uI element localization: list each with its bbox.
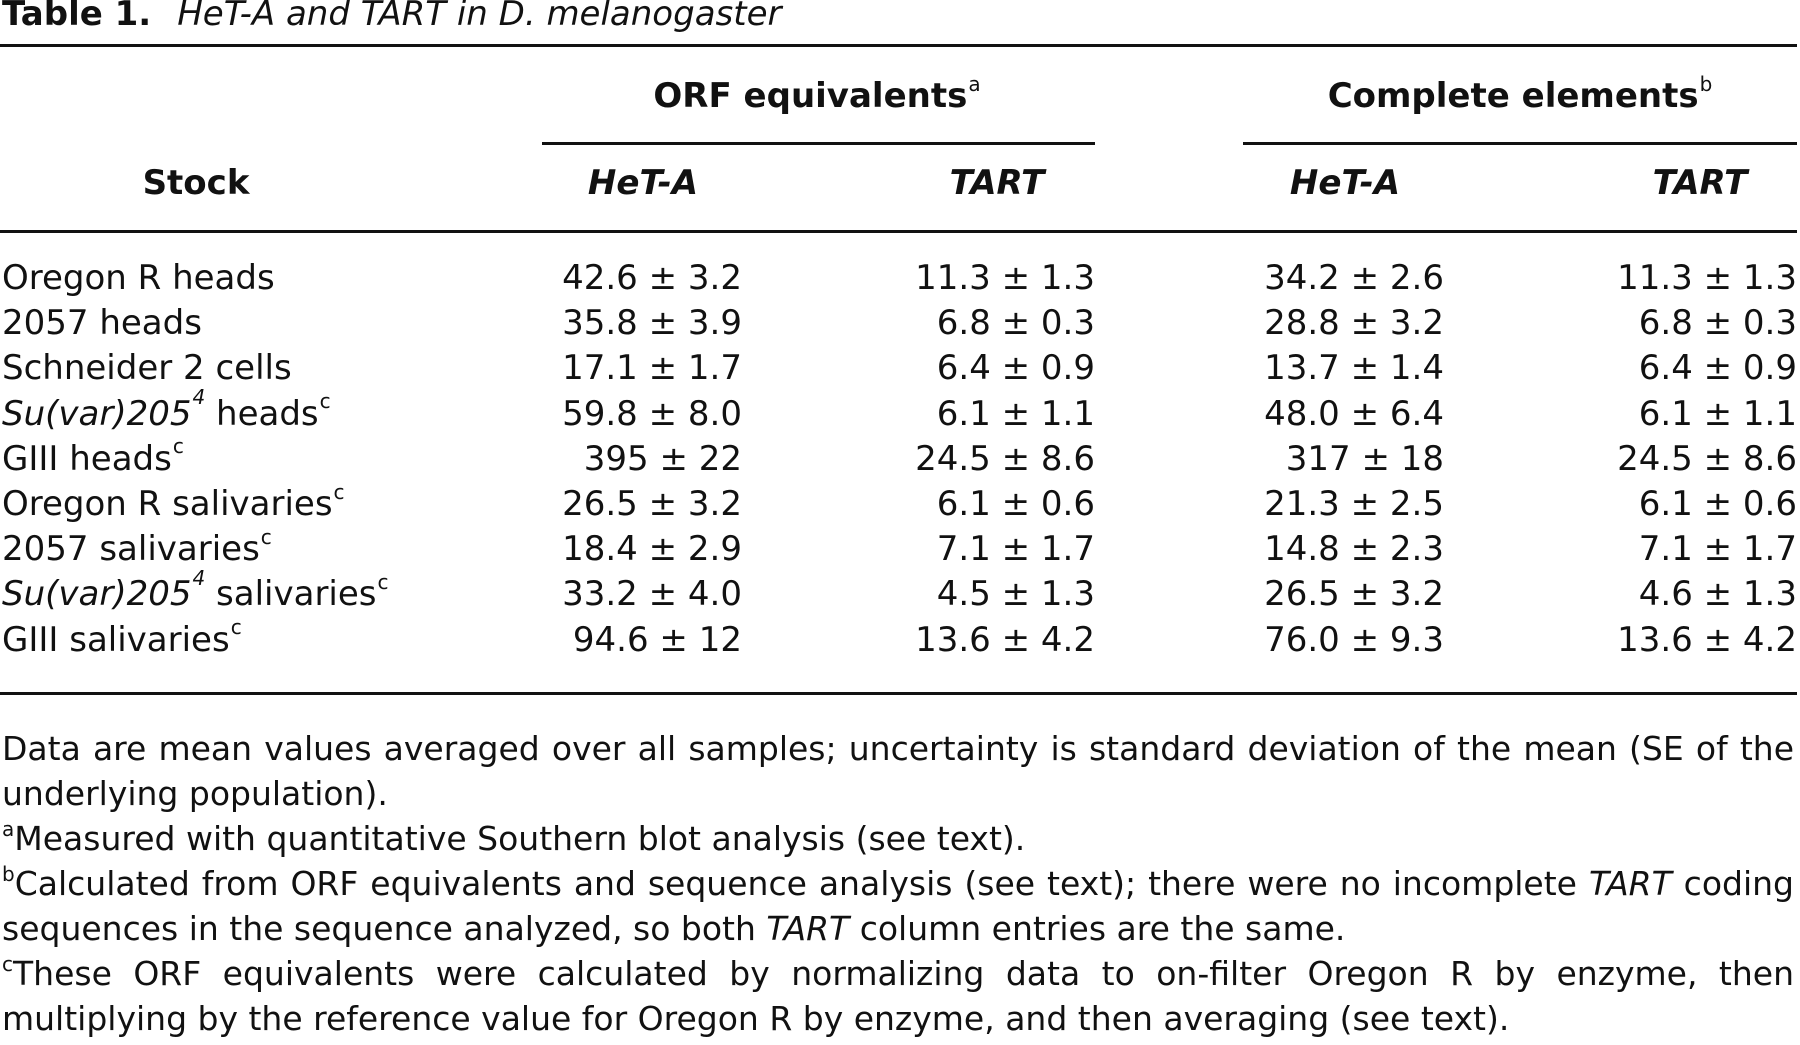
table-row <box>0 301 1800 346</box>
footnote-mark-c: c <box>333 479 345 504</box>
cell-orf-het-a: 94.6 ± 12 <box>572 619 742 660</box>
cell-orf-het-a: 18.4 ± 2.9 <box>562 529 742 570</box>
header-rule <box>0 230 1797 233</box>
cell-orf-het-a: 26.5 ± 3.2 <box>562 484 742 524</box>
cell-complete-het-a: 34.2 ± 2.6 <box>1264 258 1444 298</box>
cell-orf-het-a: 35.8 ± 3.9 <box>562 303 742 344</box>
cell-stock: GIII heads$^c$ <box>2 434 184 479</box>
orf-spanner-rule <box>542 142 1095 145</box>
cell-complete-het-a: 28.8 ± 3.2 <box>1264 303 1444 344</box>
footnote-mark-c: c <box>172 434 184 459</box>
footnote-mark-c: c <box>377 570 389 595</box>
table-row <box>0 346 1800 391</box>
header-orf-tart: TART <box>949 163 1045 203</box>
cell-orf-het-a: 395 ± 22 <box>583 438 742 479</box>
cell-stock: 2057 salivaries$^c$ <box>2 524 272 570</box>
cell-orf-tart: 24.5 ± 8.6 <box>915 438 1095 479</box>
complete-spanner-rule <box>1243 142 1797 145</box>
cell-complete-tart: 11.3 ± 1.3 <box>1617 258 1797 298</box>
header-complete-het-a: HeT-A <box>1289 163 1401 203</box>
table-row <box>0 434 1800 482</box>
header-orf-het-a: HeT-A <box>587 163 699 203</box>
cell-orf-tart: 11.3 ± 1.3 <box>915 258 1095 298</box>
cell-orf-het-a: 33.2 ± 4.0 <box>562 574 742 615</box>
cell-orf-tart: 7.1 ± 1.7 <box>936 529 1095 570</box>
cell-stock: Oregon R salivaries$^c$ <box>2 479 345 524</box>
cell-stock: Schneider 2 cells <box>2 348 292 389</box>
cell-orf-tart: 6.8 ± 0.3 <box>936 303 1095 344</box>
header-complete-tart: TART <box>1652 163 1748 203</box>
cell-complete-het-a: 21.3 ± 2.5 <box>1264 484 1444 524</box>
table-row <box>0 524 1800 572</box>
cell-complete-het-a: 26.5 ± 3.2 <box>1264 574 1444 615</box>
cell-orf-tart: 6.1 ± 1.1 <box>936 393 1095 434</box>
cell-complete-tart: 7.1 ± 1.7 <box>1638 529 1797 570</box>
header-orf-equivalents: ORF equivalents$^a$ <box>653 71 981 116</box>
table-caption: HeT-A and TART in D. melanogaster <box>177 0 782 34</box>
footnote-c: $^c$These ORF equivalents were calculated by normalizing data to on-filter Oregon R by enzyme, then multiplying by the reference value for Oregon R by enzyme, and then averaging (see text). <box>2 952 1794 1038</box>
footnote-mark-c: c <box>260 524 272 549</box>
cell-complete-het-a: 76.0 ± 9.3 <box>1264 619 1444 660</box>
table-row <box>0 615 1800 663</box>
footnote-mark-b: b <box>1699 71 1713 96</box>
cell-stock: $Su(var)205^4$ salivaries$^c$ <box>2 566 389 615</box>
footnote-mark-c: c <box>319 389 331 414</box>
cell-stock: 2057 heads <box>2 303 202 344</box>
footnote-general: Data are mean values averaged over all samples; uncertainty is standard deviation of the mean (SE of the underlying population). <box>2 729 1794 813</box>
cell-complete-tart: 6.8 ± 0.3 <box>1638 303 1797 344</box>
cell-stock: $Su(var)205^4$ heads$^c$ <box>2 385 331 434</box>
cell-complete-tart: 24.5 ± 8.6 <box>1617 438 1797 479</box>
table-label: Table 1. <box>2 0 152 34</box>
cell-stock: Oregon R heads <box>2 258 275 298</box>
bottom-rule <box>0 692 1797 695</box>
table-row <box>0 479 1800 527</box>
cell-orf-het-a: 42.6 ± 3.2 <box>562 258 742 298</box>
cell-orf-tart: 13.6 ± 4.2 <box>915 619 1095 660</box>
cell-stock: GIII salivaries$^c$ <box>2 615 242 660</box>
cell-complete-tart: 13.6 ± 4.2 <box>1617 619 1797 660</box>
table-title <box>2 0 781 34</box>
cell-complete-tart: 4.6 ± 1.3 <box>1638 574 1797 615</box>
cell-orf-het-a: 59.8 ± 8.0 <box>562 393 742 434</box>
footnote-a: $^a$Measured with quantitative Southern blot analysis (see text). <box>2 817 1026 858</box>
cell-orf-tart: 6.4 ± 0.9 <box>936 348 1095 389</box>
top-rule <box>0 44 1797 47</box>
cell-orf-tart: 6.1 ± 0.6 <box>936 484 1095 524</box>
table-row <box>0 385 1800 437</box>
cell-complete-tart: 6.1 ± 1.1 <box>1638 393 1797 434</box>
table-footnotes <box>2 726 1794 1041</box>
footnote-mark-c: c <box>230 615 242 640</box>
cell-orf-het-a: 17.1 ± 1.7 <box>562 348 742 389</box>
cell-complete-het-a: 14.8 ± 2.3 <box>1264 529 1444 570</box>
footnote-b: $^b$Calculated from ORF equivalents and sequence analysis (see text); there were no incomplete TART coding sequences in the sequence analyzed, so both TART column entries are the same. <box>2 862 1794 948</box>
footnote-mark-a: a <box>968 71 981 96</box>
header-stock: Stock <box>142 163 250 203</box>
cell-complete-tart: 6.1 ± 0.6 <box>1638 484 1797 524</box>
cell-complete-het-a: 48.0 ± 6.4 <box>1264 393 1444 434</box>
header-complete-elements: Complete elements$^b$ <box>1327 71 1713 116</box>
cell-complete-het-a: 13.7 ± 1.4 <box>1264 348 1444 389</box>
cell-orf-tart: 4.5 ± 1.3 <box>936 574 1095 615</box>
cell-complete-het-a: 317 ± 18 <box>1285 438 1444 479</box>
table-row <box>0 566 1800 617</box>
cell-complete-tart: 6.4 ± 0.9 <box>1638 348 1797 389</box>
table-row <box>0 256 1800 301</box>
